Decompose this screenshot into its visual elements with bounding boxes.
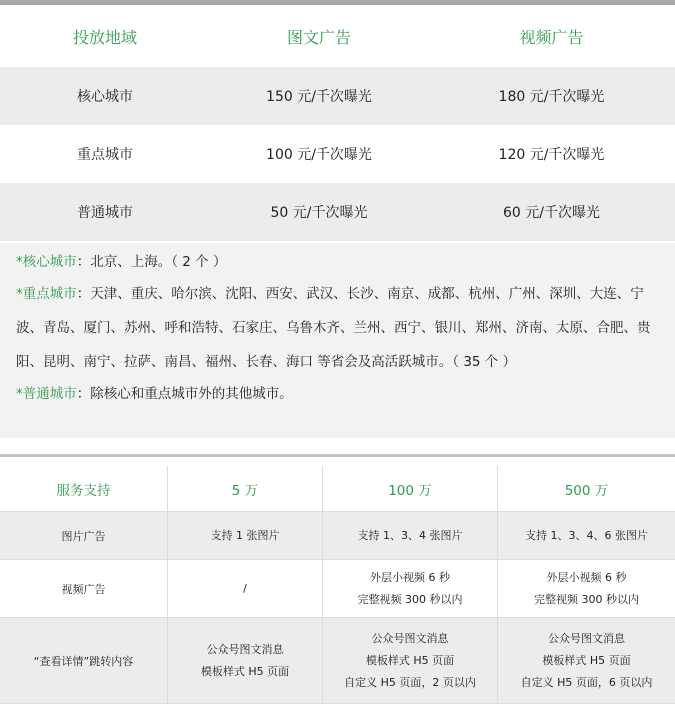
tier-cell bbox=[323, 618, 498, 703]
table-row bbox=[0, 67, 675, 125]
service-table bbox=[0, 466, 675, 704]
tier-cell bbox=[498, 618, 675, 703]
cell-line: 模板样式 H5 页面 bbox=[542, 653, 631, 667]
tier-cell bbox=[498, 560, 675, 617]
cell-line: 支持 1、3、4 张图片 bbox=[357, 528, 463, 542]
cell-line: / bbox=[243, 581, 247, 595]
image-ad-price: 100 元/千次曝光 bbox=[266, 147, 372, 163]
note-key bbox=[16, 277, 663, 379]
service-label: “查看详情”跳转内容 bbox=[0, 618, 168, 703]
section-divider bbox=[0, 454, 675, 457]
note-normal-tag: *普通城市 bbox=[16, 386, 77, 402]
image-ad-price: 150 元/千次曝光 bbox=[266, 89, 372, 105]
table-row bbox=[0, 183, 675, 241]
video-ad-price: 120 元/千次曝光 bbox=[498, 147, 605, 163]
cell-line: 完整视频 300 秒以内 bbox=[357, 592, 463, 606]
tier-cell bbox=[168, 618, 323, 703]
city-notes bbox=[0, 243, 675, 438]
note-core bbox=[16, 251, 663, 273]
header-tier-500w: 500 万 bbox=[564, 482, 609, 499]
note-key-text: ：天津、重庆、哈尔滨、沈阳、西安、武汉、长沙、南京、成都、杭州、广州、深圳、大连、宁波、青岛、厦门、苏州、呼和浩特、石家庄、乌鲁木齐、兰州、西宁、银川、郑州、济南、太原、合肥、贵阳、昆明、南宁、拉萨、南昌、福州、长春、海口 等省会及高活跃城市。（ 35 个 ） bbox=[16, 286, 651, 370]
header-service: 服务支持 bbox=[0, 466, 168, 511]
cell-line: 完整视频 300 秒以内 bbox=[534, 592, 639, 606]
cell-line: 外层小视频 6 秒 bbox=[546, 570, 627, 584]
cell-line: 自定义 H5 页面，2 页以内 bbox=[344, 675, 476, 689]
note-core-text: ：北京、上海。（ 2 个 ） bbox=[76, 254, 227, 270]
service-table-header bbox=[0, 466, 675, 512]
note-normal bbox=[16, 383, 663, 405]
header-tier-5w: 5 万 bbox=[168, 466, 323, 511]
pricing-table bbox=[0, 5, 675, 241]
video-ad-price: 180 元/千次曝光 bbox=[498, 89, 605, 105]
note-core-tag: *核心城市 bbox=[16, 254, 77, 270]
cell-line: 公众号图文消息 bbox=[548, 631, 625, 645]
table-row bbox=[0, 125, 675, 183]
note-key-tag: *重点城市 bbox=[16, 286, 77, 302]
table-row bbox=[0, 512, 675, 560]
video-ad-price: 60 元/千次曝光 bbox=[503, 205, 600, 221]
region-cell: 重点城市 bbox=[77, 147, 133, 163]
cell-line: 公众号图文消息 bbox=[371, 631, 449, 645]
tier-cell bbox=[323, 512, 498, 559]
cell-line: 外层小视频 6 秒 bbox=[370, 570, 450, 584]
cell-line: 支持 1 张图片 bbox=[210, 528, 280, 542]
region-cell: 核心城市 bbox=[77, 89, 133, 105]
tier-cell bbox=[168, 560, 323, 617]
header-image-ad: 图文广告 bbox=[286, 27, 351, 47]
image-ad-price: 50 元/千次曝光 bbox=[270, 205, 368, 221]
note-normal-text: ：除核心和重点城市外的其他城市。 bbox=[76, 386, 293, 402]
header-video-ad: 视频广告 bbox=[519, 27, 584, 47]
service-label: 图片广告 bbox=[0, 512, 168, 559]
pricing-table-header bbox=[0, 5, 675, 67]
tier-cell bbox=[323, 560, 498, 617]
region-cell: 普通城市 bbox=[77, 205, 133, 221]
cell-line: 公众号图文消息 bbox=[206, 642, 284, 656]
cell-line: 支持 1、3、4、6 张图片 bbox=[525, 528, 648, 542]
service-label: 视频广告 bbox=[0, 560, 168, 617]
cell-line: 模板样式 H5 页面 bbox=[365, 653, 455, 667]
table-row bbox=[0, 560, 675, 618]
tier-cell bbox=[498, 512, 675, 559]
cell-line: 自定义 H5 页面，6 页以内 bbox=[520, 675, 653, 689]
cell-line: 模板样式 H5 页面 bbox=[200, 664, 290, 678]
tier-cell bbox=[168, 512, 323, 559]
table-row bbox=[0, 618, 675, 704]
header-tier-100w: 100 万 bbox=[323, 466, 498, 511]
header-region: 投放地域 bbox=[72, 27, 137, 47]
